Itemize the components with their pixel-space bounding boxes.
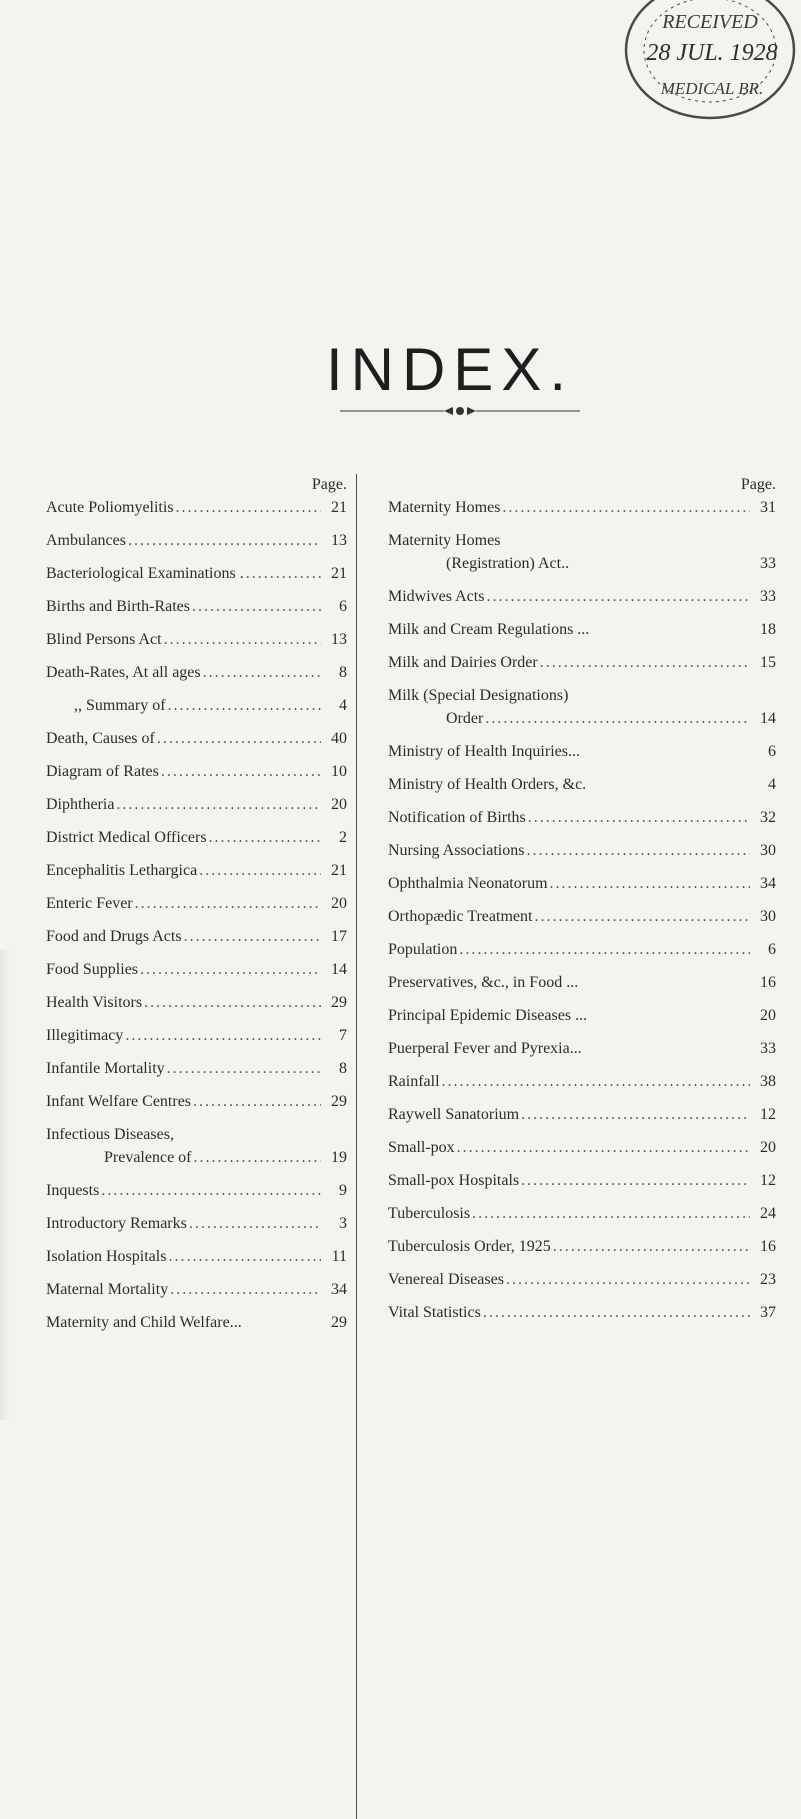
entry-page-number: 21 <box>331 862 347 879</box>
index-entry <box>388 1235 776 1258</box>
entry-page-number: 30 <box>760 908 776 925</box>
entry-name: Maternity Homes <box>388 499 501 516</box>
index-entry <box>46 1311 347 1334</box>
index-entry <box>388 872 776 895</box>
index-entry <box>388 806 776 829</box>
entry-page-number: 20 <box>331 796 347 813</box>
entry-name: Introductory Remarks <box>46 1215 187 1232</box>
dot-leader <box>125 1024 321 1047</box>
entry-page-number: 38 <box>760 1073 776 1090</box>
entry-name: Health Visitors <box>46 994 143 1011</box>
index-entry <box>46 727 347 750</box>
index-entry <box>388 1202 776 1225</box>
entry-page-number: 8 <box>339 1060 347 1077</box>
index-entry <box>388 1004 776 1027</box>
entry-page-number: 4 <box>768 776 776 793</box>
index-entry <box>46 958 347 981</box>
entry-page-number: 19 <box>331 1149 347 1166</box>
entry-page-number: 12 <box>760 1106 776 1123</box>
index-entry <box>388 1070 776 1093</box>
dot-leader <box>506 1268 750 1291</box>
entry-name: Population <box>388 941 458 958</box>
index-column-left <box>46 474 347 1344</box>
dot-leader <box>101 1179 321 1202</box>
entry-page-number: 20 <box>760 1007 776 1024</box>
entry-page-number: 34 <box>331 1281 347 1298</box>
entry-page-number: 29 <box>331 1314 347 1331</box>
dot-leader <box>176 496 321 519</box>
index-entry <box>388 773 776 796</box>
entry-name: Death-Rates, At all ages <box>46 664 201 681</box>
entry-page-number: 8 <box>339 664 347 681</box>
entry-page-number: 9 <box>339 1182 347 1199</box>
entry-page-number: 21 <box>331 565 347 582</box>
dot-leader <box>170 1278 321 1301</box>
entry-name: Notification of Births <box>388 809 526 826</box>
entry-name: Vital Statistics <box>388 1304 481 1321</box>
dot-leader <box>128 529 321 552</box>
entry-page-number: 24 <box>760 1205 776 1222</box>
dot-leader <box>521 1103 750 1126</box>
entry-name-continuation: Order <box>446 710 484 727</box>
dot-leader <box>483 1301 750 1324</box>
index-entries-left <box>46 496 347 1334</box>
entry-name: Milk and Dairies Order <box>388 654 538 671</box>
index-entry <box>388 905 776 928</box>
index-entry <box>46 793 347 816</box>
index-entry <box>46 1245 347 1268</box>
entry-page-number: 23 <box>760 1271 776 1288</box>
entry-page-number: 29 <box>331 994 347 1011</box>
entry-page-number: 14 <box>331 961 347 978</box>
dot-leader <box>194 1146 321 1169</box>
index-entry <box>46 1123 347 1169</box>
stamp-bottom-text: MEDICAL BR. <box>660 79 764 98</box>
index-entry <box>46 991 347 1014</box>
entry-name: Diphtheria <box>46 796 115 813</box>
entry-page-number: 6 <box>768 743 776 760</box>
dot-leader <box>192 595 321 618</box>
entry-name: Ambulances <box>46 532 126 549</box>
index-entry <box>388 1103 776 1126</box>
index-entry <box>46 1090 347 1113</box>
entry-name: Infantile Mortality <box>46 1060 165 1077</box>
entry-name: Bacteriological Examinations . <box>46 565 244 582</box>
index-entry <box>46 661 347 684</box>
index-entry <box>46 892 347 915</box>
entry-page-number: 33 <box>760 588 776 605</box>
dot-leader <box>540 651 750 674</box>
index-entry <box>388 839 776 862</box>
dot-leader <box>157 727 321 750</box>
dot-leader <box>140 958 321 981</box>
entry-name: Principal Epidemic Diseases ... <box>388 1007 588 1024</box>
index-entry <box>46 562 347 585</box>
entry-name-continuation: (Registration) Act.. <box>446 555 570 572</box>
entry-name: Enteric Fever <box>46 895 133 912</box>
index-column-right <box>388 474 776 1334</box>
entry-name: Orthopædic Treatment <box>388 908 533 925</box>
dot-leader <box>144 991 321 1014</box>
stamp-top-text: RECEIVED <box>662 11 758 33</box>
dot-leader <box>521 1169 750 1192</box>
index-entry <box>388 496 776 519</box>
entry-page-number: 13 <box>331 631 347 648</box>
entry-page-number: 20 <box>331 895 347 912</box>
entry-name: Small-pox Hospitals <box>388 1172 520 1189</box>
dot-leader <box>534 905 750 928</box>
entry-name: District Medical Officers <box>46 829 207 846</box>
index-entry <box>46 595 347 618</box>
entry-page-number: 2 <box>339 829 347 846</box>
dot-leader <box>528 806 750 829</box>
index-entry <box>46 694 347 717</box>
entry-page-number: 34 <box>760 875 776 892</box>
entry-name: Isolation Hospitals <box>46 1248 167 1265</box>
entry-page-number: 17 <box>331 928 347 945</box>
entry-name: Food and Drugs Acts <box>46 928 182 945</box>
entry-page-number: 3 <box>339 1215 347 1232</box>
entry-name: Raywell Sanatorium <box>388 1106 520 1123</box>
entry-name: Rainfall <box>388 1073 440 1090</box>
entry-page-number: 13 <box>331 532 347 549</box>
dot-leader <box>168 1245 321 1268</box>
index-entry <box>46 826 347 849</box>
entry-page-number: 30 <box>760 842 776 859</box>
index-entry <box>46 1179 347 1202</box>
entry-name: Infant Welfare Centres <box>46 1093 192 1110</box>
entry-name: Maternal Mortality <box>46 1281 169 1298</box>
dot-leader <box>459 938 750 961</box>
index-entry <box>46 628 347 651</box>
entry-name: Preservatives, &c., in Food ... <box>388 974 579 991</box>
dot-leader <box>135 892 321 915</box>
entry-page-number: 29 <box>331 1093 347 1110</box>
dot-leader <box>457 1136 750 1159</box>
index-entry <box>388 1268 776 1291</box>
entry-name: Milk and Cream Regulations ... <box>388 621 590 638</box>
index-entry <box>388 585 776 608</box>
dot-leader <box>199 859 321 882</box>
index-entry <box>388 1136 776 1159</box>
dot-leader <box>164 628 321 651</box>
entry-page-number: 33 <box>760 1040 776 1057</box>
entry-name: Maternity and Child Welfare... <box>46 1314 242 1331</box>
index-entry <box>388 529 776 575</box>
index-entry <box>388 684 776 730</box>
entry-page-number: 15 <box>760 654 776 671</box>
dot-leader <box>246 562 321 585</box>
entry-page-number: 14 <box>760 710 776 727</box>
index-entry <box>46 529 347 552</box>
index-entry <box>46 496 347 519</box>
entry-name: Diagram of Rates <box>46 763 159 780</box>
entry-name: Maternity Homes <box>388 532 501 549</box>
entry-name: Encephalitis Lethargica <box>46 862 198 879</box>
index-entry <box>388 938 776 961</box>
page-column-header: Page. <box>311 476 347 493</box>
dot-leader <box>161 760 321 783</box>
entry-page-number: 31 <box>760 499 776 516</box>
entry-page-number: 37 <box>760 1304 776 1321</box>
index-entry <box>46 1212 347 1235</box>
dot-leader <box>526 839 750 862</box>
stamp-date: 28 JUL. 1928 <box>646 40 778 66</box>
index-entries-right <box>388 496 776 1324</box>
entry-page-number: 11 <box>331 1248 347 1265</box>
dot-leader <box>553 1235 750 1258</box>
entry-page-number: 40 <box>331 730 347 747</box>
entry-name: Food Supplies <box>46 961 139 978</box>
entry-page-number: 7 <box>339 1027 347 1044</box>
entry-name: Acute Poliomyelitis <box>46 499 174 516</box>
entry-page-number: 6 <box>339 598 347 615</box>
received-stamp-seal <box>600 0 800 125</box>
entry-name-continuation: Prevalence of <box>104 1149 192 1166</box>
dot-leader <box>550 872 750 895</box>
dot-leader <box>203 661 321 684</box>
entry-page-number: 20 <box>760 1139 776 1156</box>
index-entry <box>46 859 347 882</box>
entry-name: Ministry of Health Inquiries... <box>388 743 580 760</box>
entry-page-number: 16 <box>760 1238 776 1255</box>
entry-page-number: 16 <box>760 974 776 991</box>
dot-leader <box>168 694 321 717</box>
entry-name: Puerperal Fever and Pyrexia... <box>388 1040 582 1057</box>
index-entry <box>388 971 776 994</box>
dot-leader <box>167 1057 321 1080</box>
index-entry <box>46 1024 347 1047</box>
index-entry <box>46 1057 347 1080</box>
dot-leader <box>189 1212 321 1235</box>
entry-name: Ophthalmia Neonatorum <box>388 875 548 892</box>
index-entry <box>388 1169 776 1192</box>
entry-name: ,, Summary of <box>74 697 166 714</box>
entry-name: Midwives Acts <box>388 588 485 605</box>
dot-leader <box>116 793 321 816</box>
entry-name: Death, Causes of <box>46 730 155 747</box>
entry-name: Infectious Diseases, <box>46 1126 174 1143</box>
entry-name: Inquests <box>46 1182 100 1199</box>
entry-page-number: 10 <box>331 763 347 780</box>
entry-page-number: 4 <box>339 697 347 714</box>
entry-name: Blind Persons Act <box>46 631 162 648</box>
dot-leader <box>486 585 750 608</box>
index-entry <box>388 651 776 674</box>
dot-leader <box>472 1202 750 1225</box>
dot-leader <box>442 1070 750 1093</box>
entry-name: Nursing Associations <box>388 842 525 859</box>
entry-page-number: 6 <box>768 941 776 958</box>
index-entry <box>388 740 776 763</box>
dot-leader <box>485 707 750 730</box>
entry-name: Small-pox <box>388 1139 455 1156</box>
dot-leader <box>193 1090 321 1113</box>
index-entry <box>388 1037 776 1060</box>
entry-name: Tuberculosis Order, 1925 <box>388 1238 551 1255</box>
dot-leader <box>184 925 321 948</box>
entry-page-number: 12 <box>760 1172 776 1189</box>
page-edge-shadow <box>0 950 10 1420</box>
dot-leader <box>502 496 750 519</box>
entry-name: Venereal Diseases <box>388 1271 504 1288</box>
entry-name: Ministry of Health Orders, &c. <box>388 776 587 793</box>
index-entry <box>46 760 347 783</box>
page-column-header: Page. <box>740 476 776 493</box>
received-stamp <box>600 0 800 125</box>
index-entry <box>46 1278 347 1301</box>
index-entry <box>46 925 347 948</box>
entry-name: Births and Birth-Rates <box>46 598 190 615</box>
dot-leader <box>209 826 321 849</box>
entry-page-number: 32 <box>760 809 776 826</box>
entry-name: Illegitimacy <box>46 1027 124 1044</box>
index-entry <box>388 1301 776 1324</box>
page-title: INDEX. <box>325 336 575 403</box>
entry-name: Tuberculosis <box>388 1205 471 1222</box>
column-divider <box>356 474 357 1819</box>
entry-page-number: 33 <box>760 555 776 572</box>
entry-page-number: 18 <box>760 621 776 638</box>
index-entry <box>388 618 776 641</box>
entry-page-number: 21 <box>331 499 347 516</box>
title-ornament <box>340 404 580 418</box>
entry-name: Milk (Special Designations) <box>388 687 569 704</box>
